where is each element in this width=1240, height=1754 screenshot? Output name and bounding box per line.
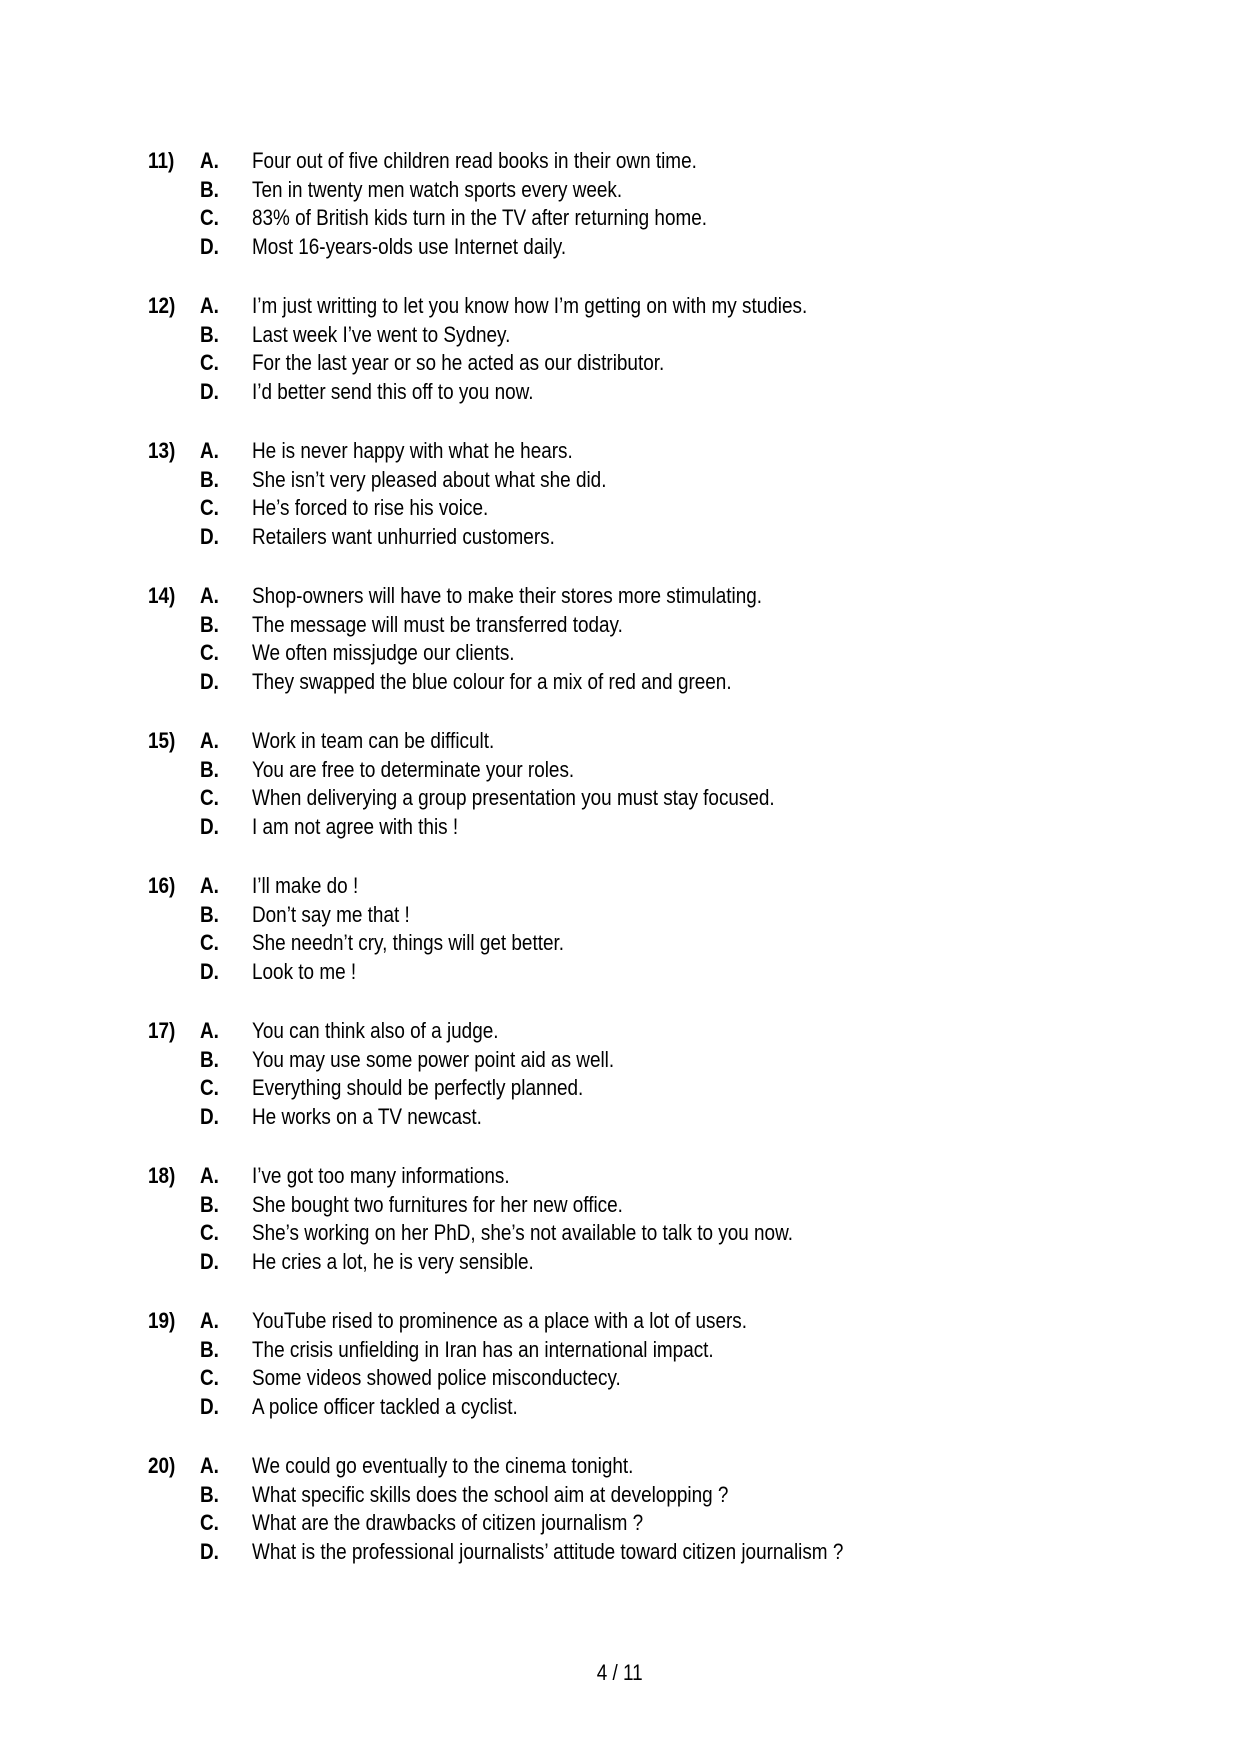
answer-option: [0, 1161, 1240, 1190]
question-item: [0, 1451, 1240, 1596]
answer-option: [0, 1537, 1240, 1566]
option-letter: D.: [200, 524, 219, 549]
option-letter: B.: [200, 1192, 219, 1217]
answer-option: [0, 203, 1240, 232]
question-item: [0, 436, 1240, 581]
option-letter: B.: [200, 177, 219, 202]
option-text: She needn’t cry, things will get better.: [252, 930, 565, 955]
page-number: [0, 1658, 1240, 1687]
option-text: You can think also of a judge.: [252, 1018, 499, 1043]
answer-option: [0, 1335, 1240, 1364]
option-letter: A.: [200, 873, 219, 898]
option-text: What specific skills does the school aim at developping ?: [252, 1482, 729, 1507]
answer-option: [0, 900, 1240, 929]
option-letter: B.: [200, 1482, 219, 1507]
option-text: Work in team can be difficult.: [252, 728, 495, 753]
option-letter: D.: [200, 669, 219, 694]
option-text: Look to me !: [252, 959, 357, 984]
option-letter: D.: [200, 234, 219, 259]
option-text: For the last year or so he acted as our distributor.: [252, 350, 665, 375]
answer-option: [0, 1218, 1240, 1247]
answer-option: [0, 1073, 1240, 1102]
option-letter: D.: [200, 1104, 219, 1129]
question-item: [0, 1161, 1240, 1306]
option-letter: D.: [200, 1539, 219, 1564]
option-text: Most 16-years-olds use Internet daily.: [252, 234, 567, 259]
answer-option: [0, 1306, 1240, 1335]
answer-option: [0, 291, 1240, 320]
answer-option: [0, 465, 1240, 494]
question-number: 11): [148, 148, 175, 173]
option-text: He cries a lot, he is very sensible.: [252, 1249, 534, 1274]
answer-option: [0, 581, 1240, 610]
answer-option: [0, 1363, 1240, 1392]
option-text: You may use some power point aid as well.: [252, 1047, 615, 1072]
option-letter: B.: [200, 1047, 219, 1072]
option-text: She bought two furnitures for her new office.: [252, 1192, 623, 1217]
answer-option: [0, 783, 1240, 812]
option-text: I’ll make do !: [252, 873, 359, 898]
option-text: Ten in twenty men watch sports every week.: [252, 177, 623, 202]
answer-option: [0, 320, 1240, 349]
option-text: YouTube rised to prominence as a place with a lot of users.: [252, 1308, 748, 1333]
answer-option: [0, 755, 1240, 784]
option-letter: D.: [200, 959, 219, 984]
option-letter: D.: [200, 814, 219, 839]
question-number: 17): [148, 1018, 176, 1043]
answer-option: [0, 726, 1240, 755]
option-letter: B.: [200, 322, 219, 347]
option-text: Shop-owners will have to make their stores more stimulating.: [252, 583, 763, 608]
option-letter: B.: [200, 1337, 219, 1362]
option-letter: C.: [200, 785, 219, 810]
answer-option: [0, 493, 1240, 522]
answer-option: [0, 957, 1240, 986]
answer-option: [0, 667, 1240, 696]
option-letter: C.: [200, 1365, 219, 1390]
answer-option: [0, 1480, 1240, 1509]
question-item: [0, 581, 1240, 726]
option-letter: C.: [200, 640, 219, 665]
option-letter: A.: [200, 1308, 219, 1333]
option-letter: A.: [200, 1163, 219, 1188]
option-text: Retailers want unhurried customers.: [252, 524, 555, 549]
option-letter: A.: [200, 293, 219, 318]
question-list: [0, 146, 1240, 1596]
answer-option: [0, 1102, 1240, 1131]
option-text: 83% of British kids turn in the TV after returning home.: [252, 205, 708, 230]
question-item: [0, 146, 1240, 291]
option-letter: A.: [200, 1453, 219, 1478]
question-number: 18): [148, 1163, 176, 1188]
option-text: We could go eventually to the cinema tonight.: [252, 1453, 634, 1478]
option-letter: C.: [200, 205, 219, 230]
option-letter: D.: [200, 1249, 219, 1274]
option-text: Four out of five children read books in their own time.: [252, 148, 697, 173]
option-text: Everything should be perfectly planned.: [252, 1075, 584, 1100]
option-letter: C.: [200, 930, 219, 955]
answer-option: [0, 436, 1240, 465]
answer-option: [0, 610, 1240, 639]
option-text: He is never happy with what he hears.: [252, 438, 573, 463]
question-number: 12): [148, 293, 176, 318]
option-letter: C.: [200, 350, 219, 375]
answer-option: [0, 1247, 1240, 1276]
answer-option: [0, 348, 1240, 377]
option-letter: C.: [200, 495, 219, 520]
option-text: Some videos showed police misconductecy.: [252, 1365, 621, 1390]
option-text: He’s forced to rise his voice.: [252, 495, 489, 520]
option-text: They swapped the blue colour for a mix of red and green.: [252, 669, 732, 694]
question-number: 15): [148, 728, 176, 753]
option-text: We often missjudge our clients.: [252, 640, 515, 665]
option-text: I’m just writting to let you know how I’m getting on with my studies.: [252, 293, 808, 318]
question-number: 13): [148, 438, 176, 463]
option-letter: C.: [200, 1510, 219, 1535]
option-letter: A.: [200, 1018, 219, 1043]
option-letter: B.: [200, 757, 219, 782]
answer-option: [0, 175, 1240, 204]
option-text: She’s working on her PhD, she’s not available to talk to you now.: [252, 1220, 793, 1245]
answer-option: [0, 522, 1240, 551]
question-item: [0, 291, 1240, 436]
question-number: 14): [148, 583, 176, 608]
page-number-text: 4 / 11: [597, 1660, 643, 1685]
answer-option: [0, 1016, 1240, 1045]
answer-option: [0, 1392, 1240, 1421]
question-number: 19): [148, 1308, 176, 1333]
question-item: [0, 1306, 1240, 1451]
question-number: 20): [148, 1453, 176, 1478]
option-letter: D.: [200, 379, 219, 404]
option-letter: C.: [200, 1075, 219, 1100]
option-text: I’d better send this off to you now.: [252, 379, 534, 404]
answer-option: [0, 1045, 1240, 1074]
answer-option: [0, 146, 1240, 175]
question-number: 16): [148, 873, 176, 898]
option-letter: A.: [200, 148, 219, 173]
option-text: The message will must be transferred today.: [252, 612, 623, 637]
answer-option: [0, 1190, 1240, 1219]
answer-option: [0, 377, 1240, 406]
option-text: I’ve got too many informations.: [252, 1163, 510, 1188]
question-item: [0, 726, 1240, 871]
answer-option: [0, 928, 1240, 957]
option-text: You are free to determinate your roles.: [252, 757, 575, 782]
option-letter: A.: [200, 728, 219, 753]
answer-option: [0, 1508, 1240, 1537]
option-letter: C.: [200, 1220, 219, 1245]
option-text: What is the professional journalists’ attitude toward citizen journalism ?: [252, 1539, 844, 1564]
answer-option: [0, 232, 1240, 261]
option-text: Last week I’ve went to Sydney.: [252, 322, 511, 347]
answer-option: [0, 1451, 1240, 1480]
option-text: He works on a TV newcast.: [252, 1104, 482, 1129]
option-letter: A.: [200, 438, 219, 463]
option-text: A police officer tackled a cyclist.: [252, 1394, 518, 1419]
answer-option: [0, 871, 1240, 900]
answer-option: [0, 812, 1240, 841]
option-letter: B.: [200, 902, 219, 927]
option-letter: B.: [200, 612, 219, 637]
option-text: I am not agree with this !: [252, 814, 459, 839]
question-item: [0, 871, 1240, 1016]
option-text: The crisis unfielding in Iran has an international impact.: [252, 1337, 714, 1362]
question-item: [0, 1016, 1240, 1161]
option-letter: B.: [200, 467, 219, 492]
answer-option: [0, 638, 1240, 667]
option-text: What are the drawbacks of citizen journalism ?: [252, 1510, 644, 1535]
option-letter: A.: [200, 583, 219, 608]
option-text: When deliverying a group presentation you must stay focused.: [252, 785, 775, 810]
option-text: She isn’t very pleased about what she did.: [252, 467, 607, 492]
option-letter: D.: [200, 1394, 219, 1419]
option-text: Don’t say me that !: [252, 902, 410, 927]
